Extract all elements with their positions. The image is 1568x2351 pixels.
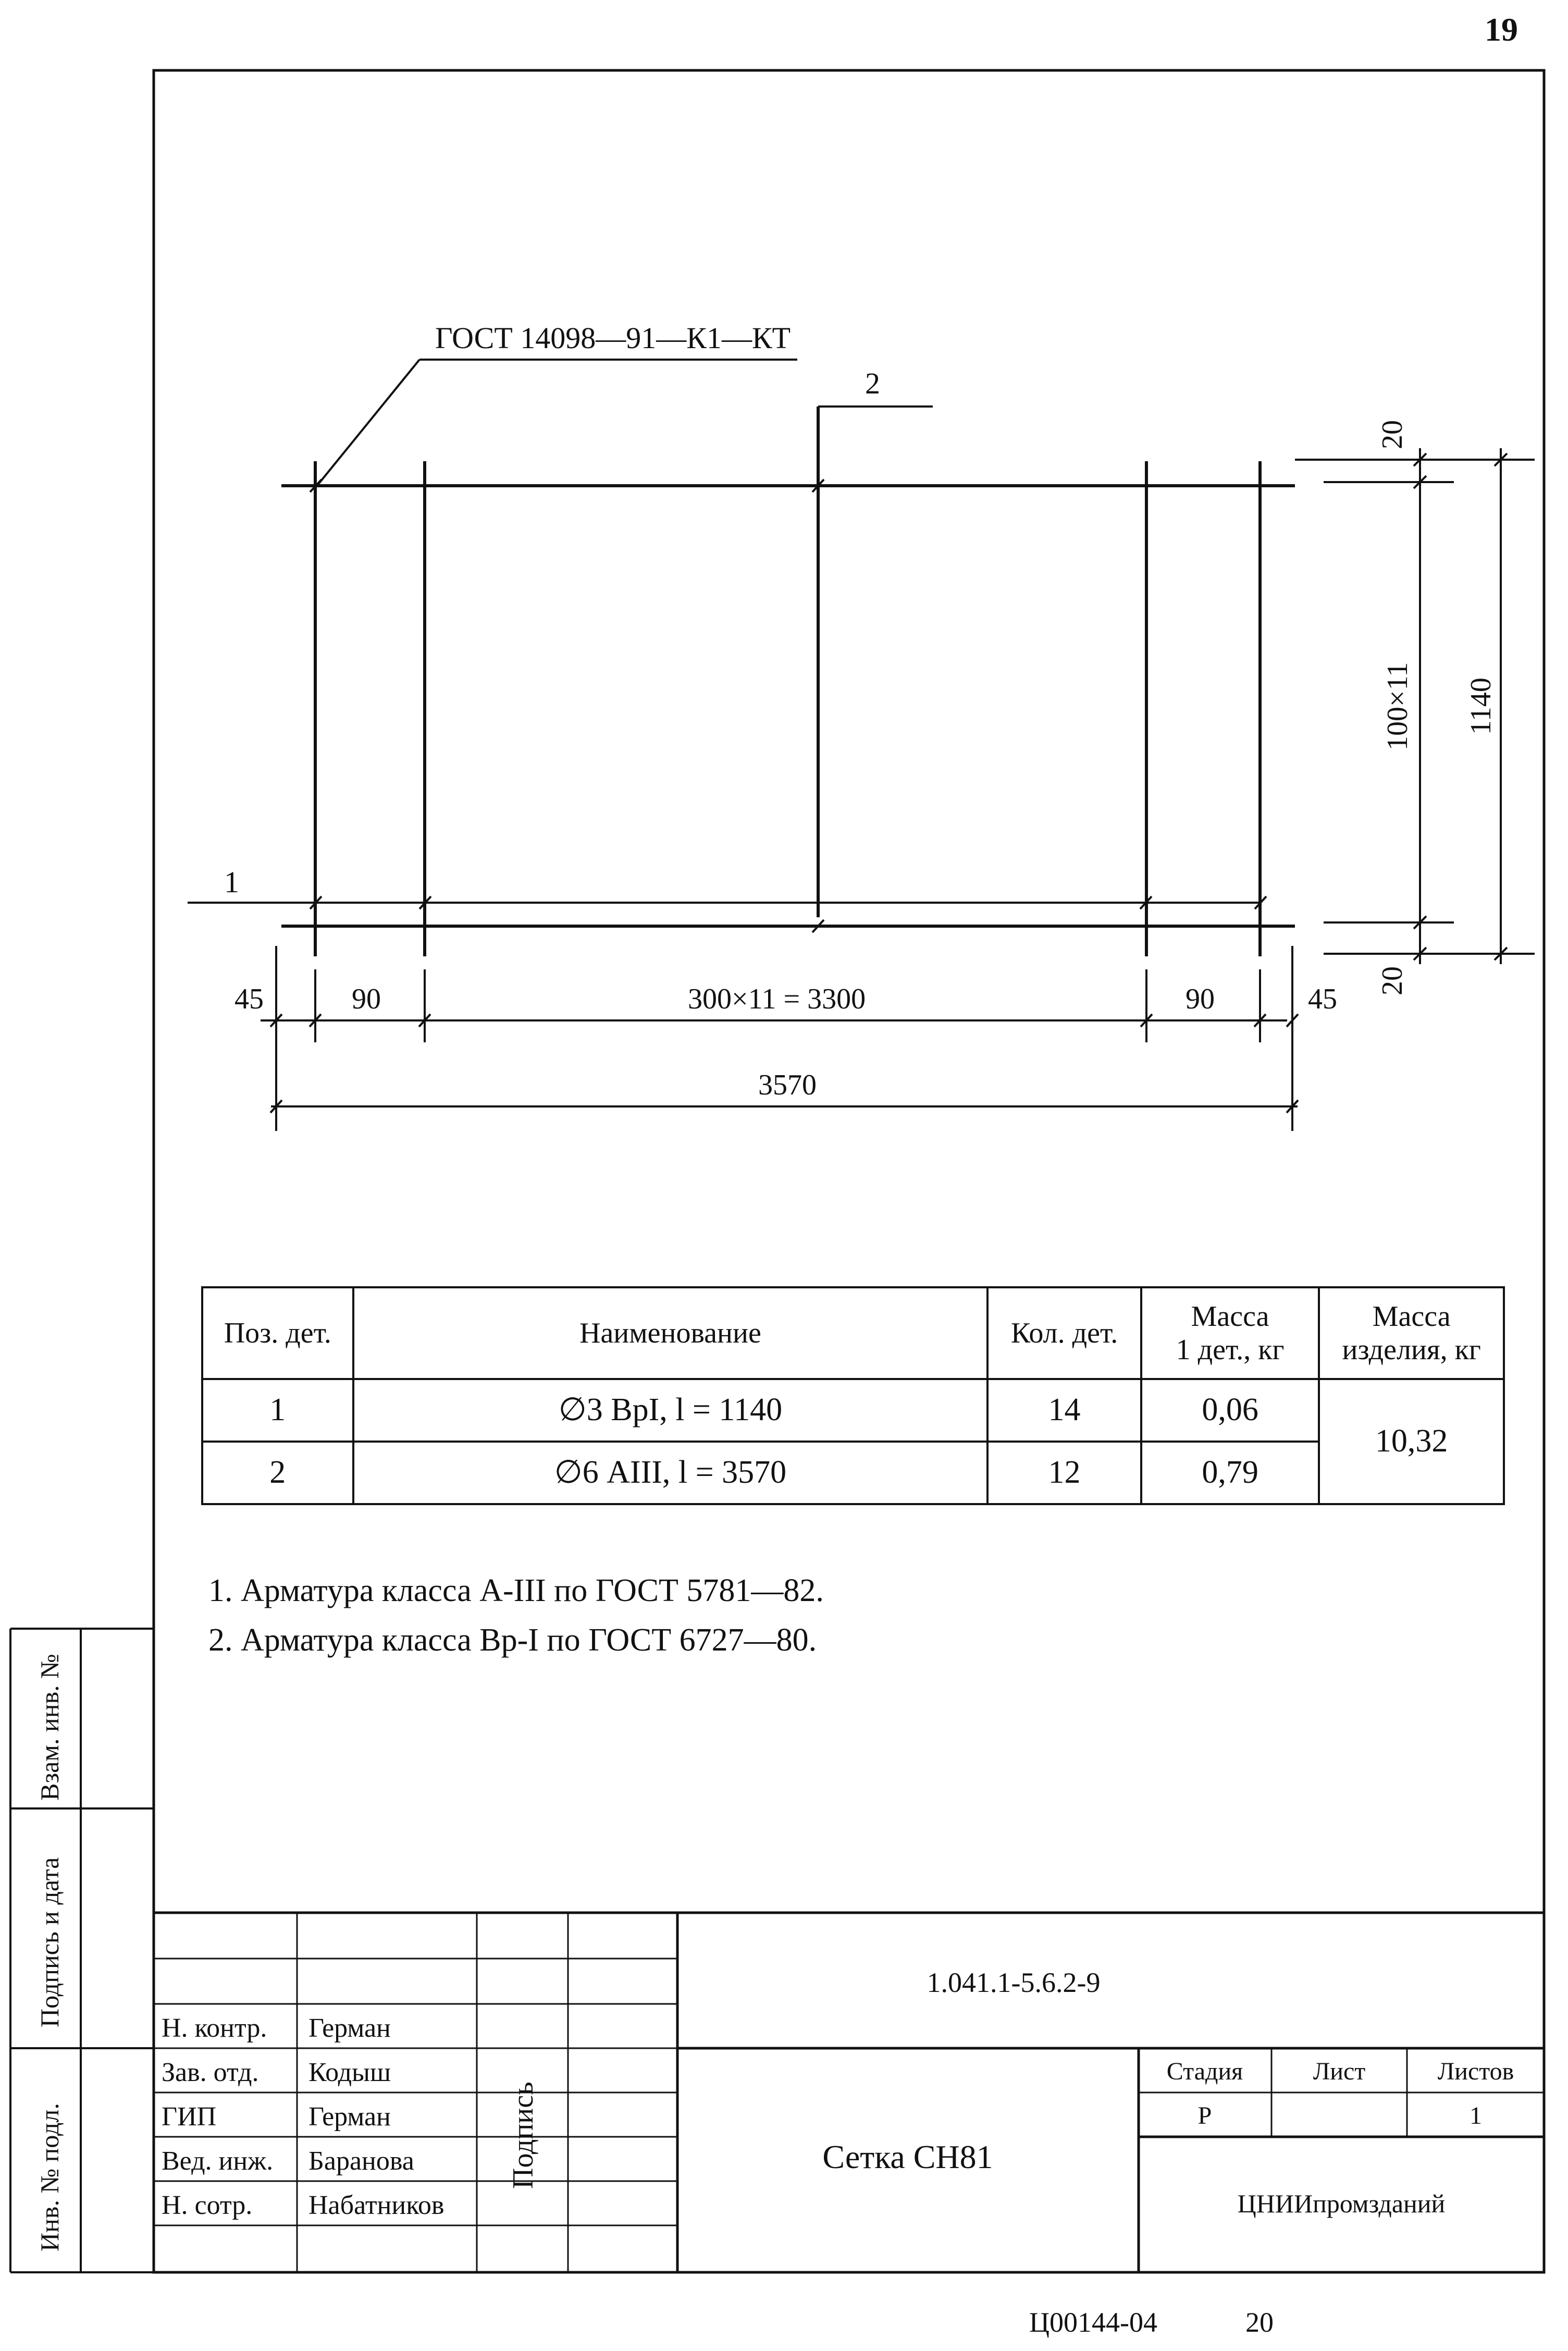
role-5: Н. сотр. <box>162 2190 253 2220</box>
stamp-replacement-inv: Взам. инв. № <box>35 1654 64 1801</box>
name-3: Герман <box>308 2102 391 2132</box>
dimension-lines-bottom <box>261 946 1298 1131</box>
stage-value: Р <box>1197 2102 1212 2130</box>
col-header-name: Наименование <box>353 1287 988 1379</box>
cell-name: ∅6 АIII, l = 3570 <box>353 1442 988 1504</box>
mesh-bars <box>281 407 1295 956</box>
table-header-row <box>202 1287 1504 1379</box>
table-row <box>202 1379 1504 1442</box>
sheet-label: Лист <box>1313 2058 1366 2085</box>
cell-position: 1 <box>202 1379 353 1442</box>
dim-right-middle: 100×11 <box>1381 662 1414 750</box>
position-2-label: 2 <box>865 366 880 400</box>
dim-right-90: 90 <box>1186 983 1215 1015</box>
side-stamp-lines <box>10 1629 154 2272</box>
doc-code: 1.041.1-5.6.2-9 <box>927 1967 1101 1998</box>
sheets-label: Листов <box>1437 2058 1514 2085</box>
col-header-quantity: Кол. дет. <box>987 1287 1141 1379</box>
sheet-frame <box>154 70 1544 2272</box>
cell-unit-mass: 0,06 <box>1141 1379 1319 1442</box>
dimension-lines-right <box>1295 448 1535 964</box>
stamp-original-inv: Инв. № подл. <box>35 2103 64 2251</box>
role-3: ГИП <box>162 2102 217 2132</box>
dim-height: 1140 <box>1465 678 1497 735</box>
position-1-label: 1 <box>224 865 239 899</box>
stage-label: Стадия <box>1166 2058 1243 2085</box>
note-1: 1. Арматура класса А-III по ГОСТ 5781—82. <box>208 1573 824 1608</box>
footer-code: Ц00144-04 <box>1029 2307 1157 2338</box>
col-header-unit-mass: Масса 1 дет., кг <box>1141 1287 1319 1379</box>
cell-total-mass: 10,32 <box>1319 1379 1504 1504</box>
dim-right-bottom-20: 20 <box>1376 966 1409 995</box>
footer-number: 20 <box>1245 2307 1274 2338</box>
specification-table <box>201 1286 1505 1505</box>
signature-label: Подпись <box>507 2082 539 2189</box>
gost-callout: ГОСТ 14098—91—К1—КТ <box>435 321 791 355</box>
role-2: Зав. отд. <box>162 2058 259 2087</box>
name-1: Герман <box>308 2013 391 2043</box>
cell-quantity: 14 <box>987 1379 1141 1442</box>
stamp-signature-date: Подпись и дата <box>35 1857 64 2027</box>
dim-right-45: 45 <box>1308 983 1337 1015</box>
dim-left-45: 45 <box>234 983 264 1015</box>
dim-left-90: 90 <box>352 983 381 1015</box>
col-header-position: Поз. дет. <box>202 1287 353 1379</box>
drawing-title: Сетка СН81 <box>822 2138 993 2175</box>
note-2: 2. Арматура класса Вр-I по ГОСТ 6727—80. <box>208 1622 817 1658</box>
name-2: Кодыш <box>308 2058 391 2087</box>
name-4: Баранова <box>308 2146 414 2176</box>
sheets-value: 1 <box>1470 2102 1482 2130</box>
page-number: 19 <box>1485 11 1518 48</box>
cell-unit-mass: 0,79 <box>1141 1442 1319 1504</box>
col-header-total-mass: Масса изделия, кг <box>1319 1287 1504 1379</box>
cell-name: ∅3 ВрI, l = 1140 <box>353 1379 988 1442</box>
role-4: Вед. инж. <box>162 2146 274 2176</box>
cell-quantity: 12 <box>987 1442 1141 1504</box>
dim-right-top-20: 20 <box>1376 420 1409 449</box>
role-1: Н. контр. <box>162 2013 267 2043</box>
table-row <box>202 1442 1504 1504</box>
dim-middle: 300×11 = 3300 <box>688 983 866 1015</box>
notes <box>208 1566 824 1665</box>
name-5: Набатников <box>308 2190 445 2220</box>
dim-total: 3570 <box>758 1069 817 1101</box>
cell-position: 2 <box>202 1442 353 1504</box>
organization: ЦНИИпромзданий <box>1237 2189 1446 2218</box>
